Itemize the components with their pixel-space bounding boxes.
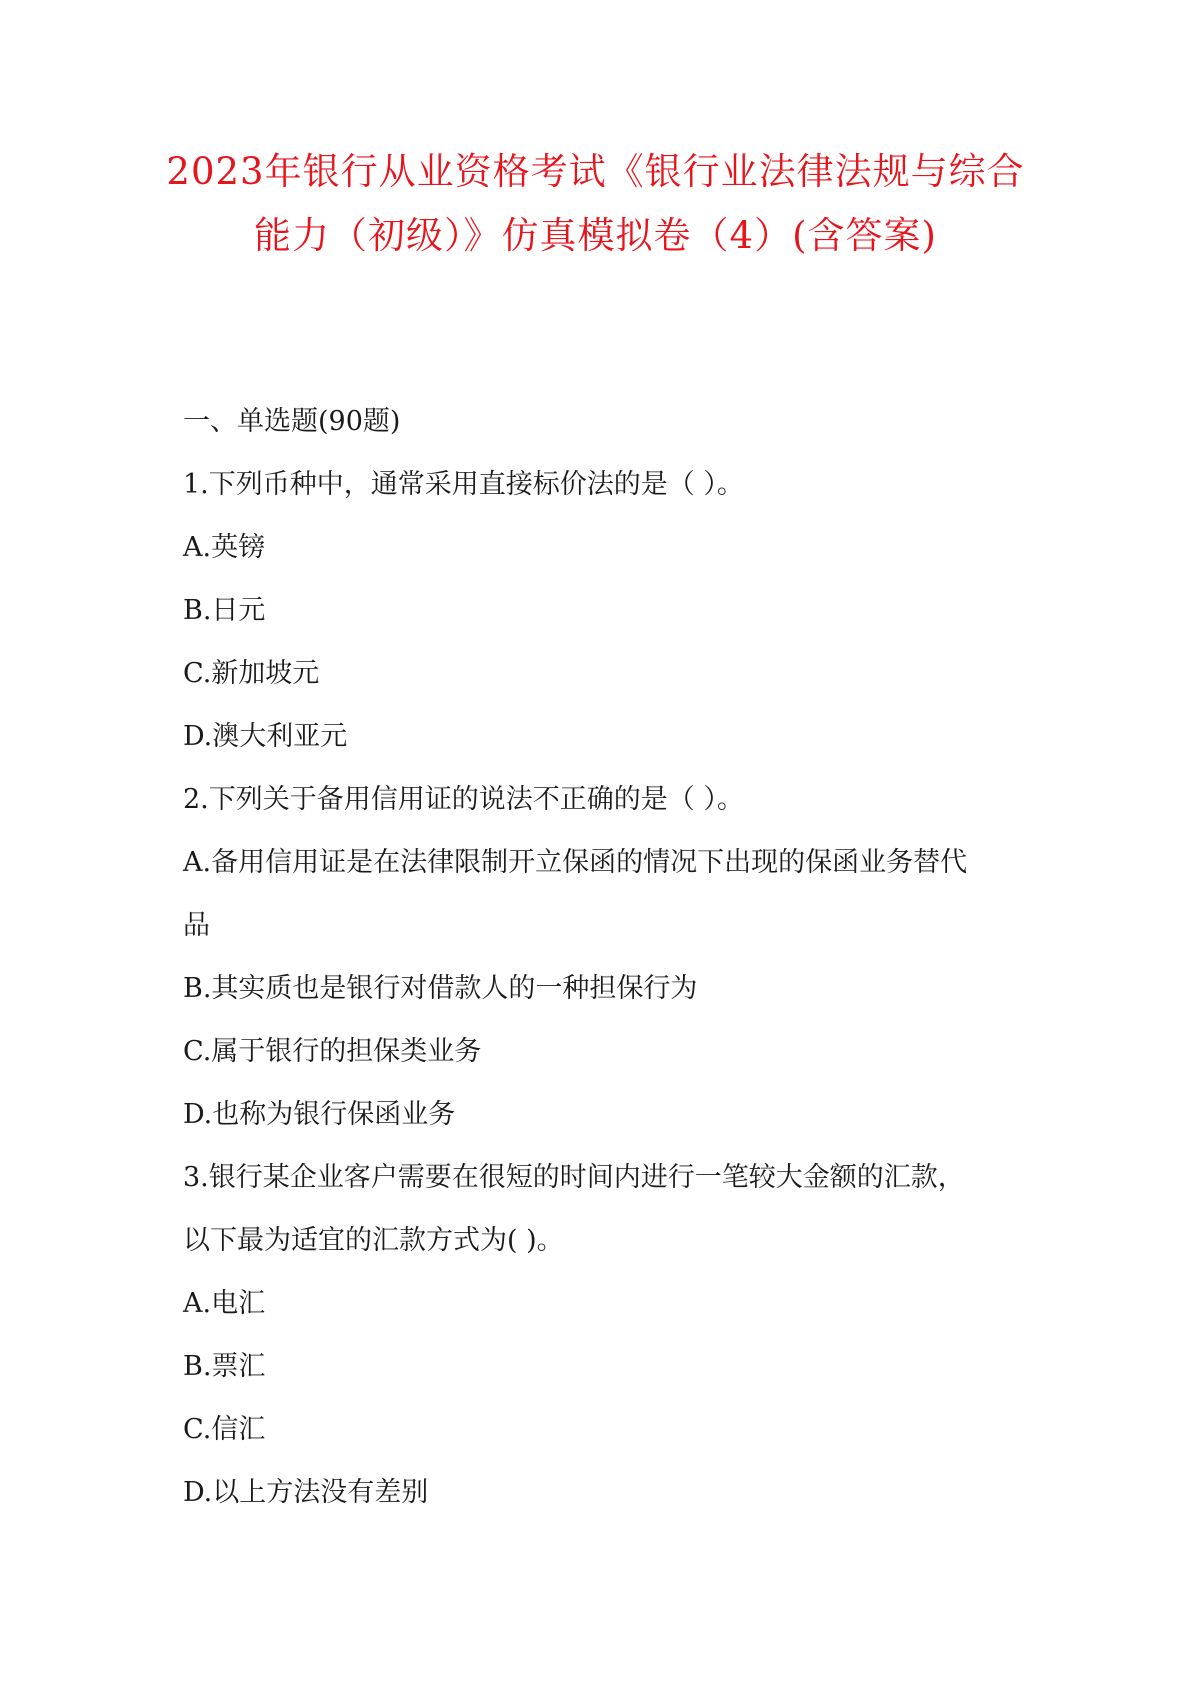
question-3-option-a: A.电汇	[183, 1288, 266, 1319]
document-title	[150, 140, 1041, 268]
question-1-option-a: A.英镑	[183, 532, 266, 563]
question-2-option-b: B.其实质也是银行对借款人的一种担保行为	[183, 973, 698, 1004]
question-3-option-b: B.票汇	[183, 1351, 266, 1382]
question-2-stem: 2.下列关于备用信用证的说法不正确的是（ ）。	[183, 784, 744, 815]
question-1-option-d: D.澳大利亚元	[183, 721, 348, 752]
question-2-option-c: C.属于银行的担保类业务	[183, 1036, 482, 1067]
section-heading: 一、单选题(90题)	[183, 406, 401, 437]
question-2-option-a-cont: 品	[183, 910, 210, 941]
question-1-stem: 1.下列币种中，通常采用直接标价法的是（ ）。	[183, 469, 744, 500]
question-2-option-a: A.备用信用证是在法律限制开立保函的情况下出现的保函业务替代	[183, 847, 968, 878]
question-2-option-d: D.也称为银行保函业务	[183, 1099, 456, 1130]
question-3-stem: 3.银行某企业客户需要在很短的时间内进行一笔较大金额的汇款，	[183, 1162, 965, 1193]
question-1-option-b: B.日元	[183, 595, 266, 626]
title-line-1: 2023年银行从业资格考试《银行业法律法规与综合	[166, 150, 1025, 193]
title-line-2: 能力（初级）》仿真模拟卷（4）(含答案)	[254, 214, 937, 257]
question-1-option-c: C.新加坡元	[183, 658, 320, 689]
document-body	[183, 390, 1013, 1524]
question-3-option-d: D.以上方法没有差别	[183, 1477, 429, 1508]
question-3-stem-cont: 以下最为适宜的汇款方式为( )。	[183, 1225, 564, 1256]
question-3-option-c: C.信汇	[183, 1414, 266, 1445]
